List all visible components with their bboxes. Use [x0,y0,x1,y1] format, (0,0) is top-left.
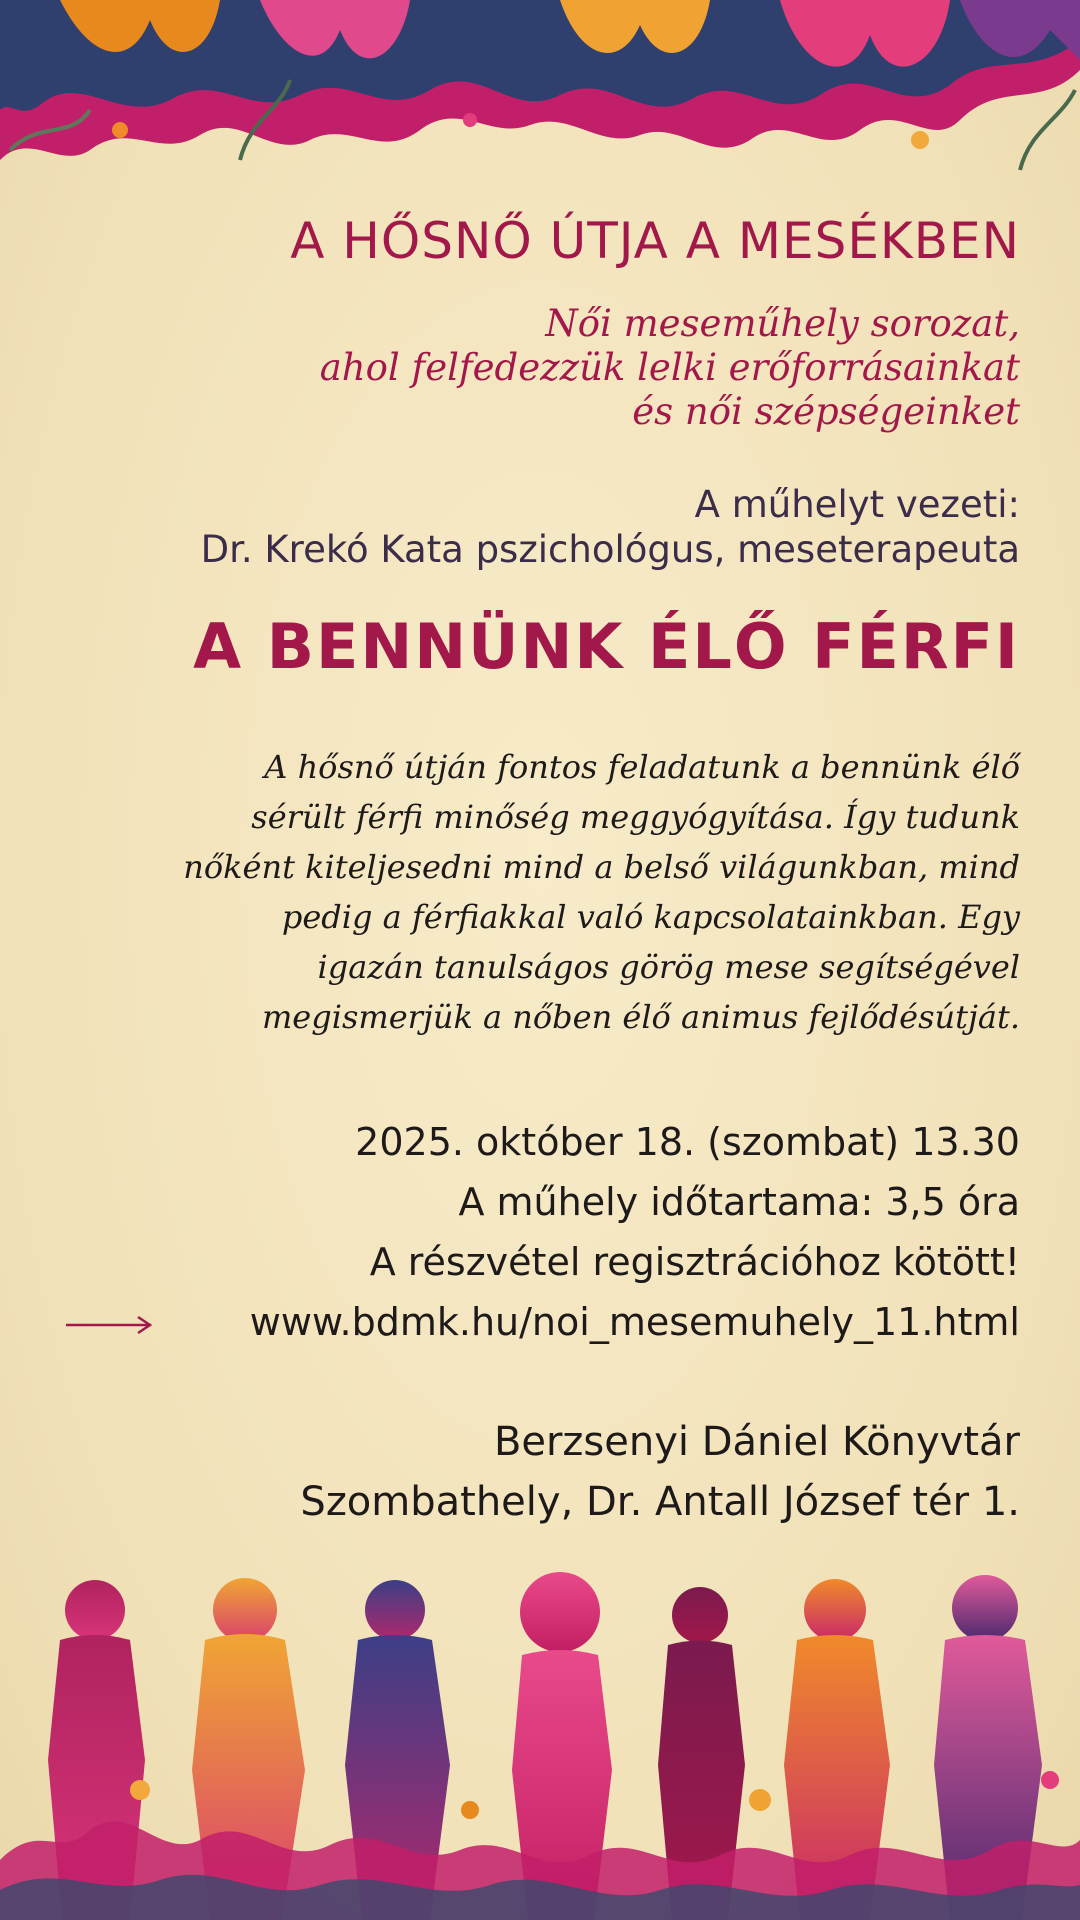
event-details [20,1112,1020,1352]
description-line: megismerjük a nőben élő animus fejlődésútját. [261,998,1020,1036]
description-line: pedig a férfiakkal való kapcsolatainkban. Egy [281,898,1020,936]
registration-url[interactable]: www.bdmk.hu/noi_mesemuhely_11.html [249,1300,1020,1344]
event-title: A BENNÜNK ÉLŐ FÉRFI [193,610,1020,683]
description-line: sérült férfi minőség meggyógyítása. Így tudunk [251,798,1020,836]
leader-label: A műhelyt vezeti: [694,483,1020,526]
description-line: igazán tanulságos görög mese segítségével [317,948,1020,986]
venue-name: Berzsenyi Dániel Könyvtár [493,1419,1020,1465]
venue-address: Szombathely, Dr. Antall József tér 1. [300,1479,1020,1525]
workshop-leader [60,482,1020,572]
event-date: 2025. október 18. (szombat) 13.30 [355,1120,1020,1164]
series-title: A HŐSNŐ ÚTJA A MESÉKBEN [290,212,1020,270]
subtitle-line: Női meseműhely sorozat, [545,302,1020,345]
subtitle-line: és női szépségeinket [632,390,1020,433]
arrow-right-icon [64,1312,154,1338]
description-line: A hősnő útján fontos feladatunk a bennünk élő [264,748,1020,786]
event-duration: A műhely időtartama: 3,5 óra [458,1180,1020,1224]
event-description [30,742,1020,1042]
venue [120,1412,1020,1532]
leader-name: Dr. Krekó Kata pszichológus, meseterapeuta [200,528,1020,571]
women-silhouettes-illustration [0,1560,1080,1920]
description-line: nőként kiteljesedni mind a belső világunkban, mind [183,848,1020,886]
registration-note: A részvétel regisztrációhoz kötött! [369,1240,1020,1284]
series-subtitle [120,302,1020,434]
subtitle-line: ahol felfedezzük lelki erőforrásainkat [319,346,1020,389]
foliage-top-decoration [0,0,1080,190]
